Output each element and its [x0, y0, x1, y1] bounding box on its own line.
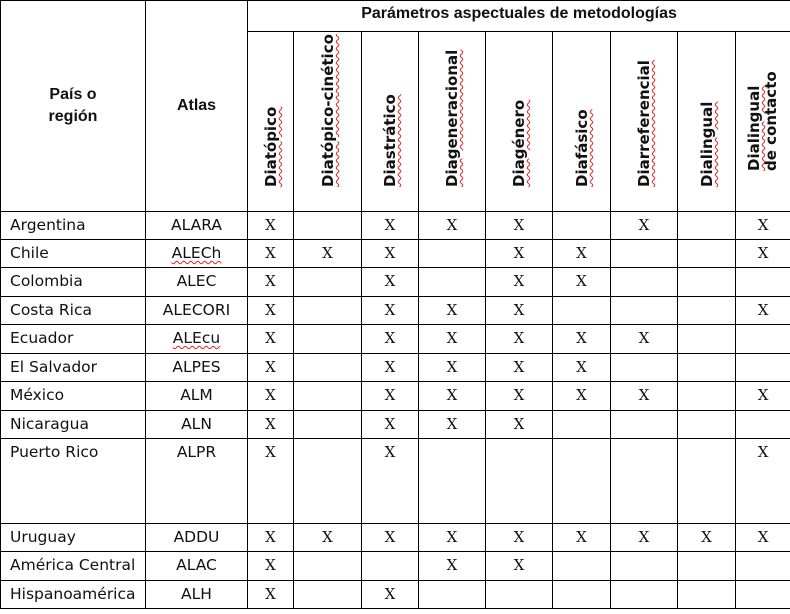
country-cell: El Salvador — [1, 354, 146, 382]
table-row — [1, 325, 790, 354]
parameter-mark-cell — [736, 581, 790, 609]
parameter-label: Dialingual — [697, 101, 716, 187]
atlas-code: ALARA — [171, 216, 222, 234]
atlas-code: ALPES — [172, 358, 221, 376]
country-cell: Nicaragua — [1, 411, 146, 439]
parameter-mark-cell: X — [611, 212, 678, 240]
parameter-mark-cell: X — [611, 325, 678, 354]
parameter-mark-cell — [553, 439, 611, 524]
parameter-mark-cell: X — [362, 382, 419, 411]
atlas-cell — [146, 581, 248, 609]
parameter-mark-cell — [678, 382, 736, 411]
parameter-mark-cell: X — [362, 268, 419, 297]
parameter-mark-cell — [294, 552, 362, 581]
parameter-mark-cell: X — [486, 354, 553, 382]
parameter-mark-cell — [611, 240, 678, 268]
parameter-mark-cell — [736, 325, 790, 354]
parameter-mark-cell — [678, 325, 736, 354]
parameter-mark-cell — [294, 439, 362, 524]
parameter-mark-cell: X — [611, 524, 678, 552]
country-cell: Argentina — [1, 212, 146, 240]
country-cell: Colombia — [1, 268, 146, 297]
parameter-mark-cell: X — [419, 212, 486, 240]
parameter-mark-cell — [678, 212, 736, 240]
parameter-mark-cell: X — [362, 354, 419, 382]
parameter-mark-cell: X — [362, 524, 419, 552]
parameter-label: Diastrático — [381, 94, 399, 187]
parameter-mark-cell: X — [419, 552, 486, 581]
country-cell: Costa Rica — [1, 297, 146, 325]
parameter-label: Diatópico — [261, 106, 280, 187]
parameter-mark-cell: X — [248, 524, 294, 552]
parameter-mark-cell: X — [248, 354, 294, 382]
atlas-code: ALH — [181, 585, 212, 603]
parameter-mark-cell: X — [553, 382, 611, 411]
parameter-mark-cell: X — [486, 240, 553, 268]
parameter-mark-cell: X — [248, 268, 294, 297]
country-cell: México — [1, 382, 146, 411]
country-cell: América Central — [1, 552, 146, 581]
parameter-label: Dialingual — [745, 85, 764, 171]
parameter-mark-cell: X — [294, 240, 362, 268]
parameter-label-line2: de contacto — [762, 71, 781, 171]
parameter-mark-cell: X — [248, 411, 294, 439]
parameter-mark-cell: X — [248, 325, 294, 354]
parameter-mark-cell — [736, 411, 790, 439]
parameter-mark-cell: X — [248, 581, 294, 609]
parameter-mark-cell — [486, 581, 553, 609]
parameters-group-header — [248, 1, 790, 32]
parameter-mark-cell — [611, 354, 678, 382]
parameter-mark-cell: X — [362, 439, 419, 524]
parameter-mark-cell — [294, 581, 362, 609]
parameter-mark-cell: X — [678, 524, 736, 552]
parameter-mark-cell: X — [553, 240, 611, 268]
parameter-header-2 — [362, 32, 419, 212]
parameter-mark-cell — [678, 240, 736, 268]
parameter-mark-cell: X — [486, 268, 553, 297]
parameter-mark-cell: X — [362, 325, 419, 354]
atlas-cell — [146, 382, 248, 411]
parameter-mark-cell: X — [611, 382, 678, 411]
parameter-mark-cell — [294, 354, 362, 382]
parameter-mark-cell — [736, 552, 790, 581]
parameter-mark-cell: X — [486, 325, 553, 354]
parameter-label: Diarreferencial — [635, 60, 653, 187]
parameter-mark-cell: X — [736, 240, 790, 268]
table-row — [1, 297, 790, 325]
atlas-cell — [146, 268, 248, 297]
atlas-cell — [146, 212, 248, 240]
parameter-mark-cell: X — [248, 212, 294, 240]
country-cell: Chile — [1, 240, 146, 268]
table-row — [1, 524, 790, 552]
parameter-mark-cell: X — [736, 297, 790, 325]
country-cell: Puerto Rico — [1, 439, 146, 524]
country-header-label: País o región — [48, 86, 98, 125]
parameter-mark-cell — [294, 411, 362, 439]
parameter-mark-cell — [678, 268, 736, 297]
parameter-mark-cell — [553, 212, 611, 240]
parameter-mark-cell: X — [362, 240, 419, 268]
atlas-column-header — [146, 1, 248, 212]
parameter-label: Diageneracional — [443, 49, 461, 187]
atlas-cell — [146, 325, 248, 354]
parameter-mark-cell — [553, 552, 611, 581]
atlas-code: ALEC — [176, 272, 217, 290]
parameter-mark-cell: X — [248, 240, 294, 268]
parameter-label: Diafásico — [572, 109, 591, 187]
parameter-mark-cell: X — [419, 354, 486, 382]
parameter-mark-cell: X — [248, 439, 294, 524]
parameter-mark-cell: X — [486, 411, 553, 439]
parameter-mark-cell: X — [486, 212, 553, 240]
table-row — [1, 240, 790, 268]
atlas-code: ALM — [180, 386, 213, 404]
parameter-mark-cell — [419, 581, 486, 609]
parameter-mark-cell — [553, 581, 611, 609]
parameter-mark-cell: X — [419, 325, 486, 354]
parameter-mark-cell — [553, 297, 611, 325]
parameter-mark-cell: X — [248, 382, 294, 411]
parameter-mark-cell: X — [419, 297, 486, 325]
parameter-mark-cell: X — [486, 524, 553, 552]
parameter-mark-cell — [611, 439, 678, 524]
table-row — [1, 411, 790, 439]
parameter-mark-cell — [611, 297, 678, 325]
parameter-mark-cell — [294, 268, 362, 297]
parameter-mark-cell — [678, 439, 736, 524]
parameter-mark-cell — [419, 240, 486, 268]
parameter-mark-cell — [678, 581, 736, 609]
atlas-code: ALPR — [176, 443, 217, 461]
parameter-header-1 — [294, 32, 362, 212]
parameter-mark-cell: X — [553, 268, 611, 297]
parameter-label: Diatópico-cinético — [318, 34, 337, 187]
country-cell: Hispanoamérica — [1, 581, 146, 609]
parameter-mark-cell: X — [486, 297, 553, 325]
parameter-mark-cell: X — [553, 354, 611, 382]
parameter-mark-cell: X — [553, 325, 611, 354]
parameter-mark-cell — [553, 411, 611, 439]
table-body — [1, 212, 790, 609]
table-row — [1, 552, 790, 581]
country-cell: Ecuador — [1, 325, 146, 354]
table-row — [1, 382, 790, 411]
parameter-mark-cell — [294, 297, 362, 325]
parameter-header-7 — [678, 32, 736, 212]
parameter-mark-cell — [611, 268, 678, 297]
parameter-mark-cell: X — [553, 524, 611, 552]
atlas-cell — [146, 297, 248, 325]
atlas-code: ALAC — [176, 556, 217, 574]
atlas-cell — [146, 411, 248, 439]
parameter-mark-cell — [419, 439, 486, 524]
parameter-mark-cell: X — [362, 411, 419, 439]
table-row — [1, 581, 790, 609]
parameter-mark-cell — [419, 268, 486, 297]
atlas-code: ALEcu — [172, 329, 221, 347]
country-cell: Uruguay — [1, 524, 146, 552]
parameter-mark-cell — [678, 297, 736, 325]
atlas-code: ALECh — [171, 244, 222, 262]
table-row — [1, 354, 790, 382]
parameter-mark-cell: X — [419, 382, 486, 411]
atlas-code: ADDU — [173, 528, 220, 546]
table-row — [1, 212, 790, 240]
parameter-mark-cell: X — [294, 524, 362, 552]
parameter-mark-cell — [611, 552, 678, 581]
parameter-mark-cell — [611, 411, 678, 439]
atlas-cell — [146, 240, 248, 268]
parameter-mark-cell: X — [736, 439, 790, 524]
atlas-code: ALECORI — [162, 301, 231, 319]
parameter-mark-cell: X — [362, 212, 419, 240]
parameter-mark-cell — [486, 439, 553, 524]
parameter-mark-cell — [736, 268, 790, 297]
atlas-cell — [146, 552, 248, 581]
parameter-mark-cell: X — [419, 524, 486, 552]
parameter-mark-cell: X — [486, 552, 553, 581]
parameters-group-label: Parámetros aspectuales de metodologías — [361, 5, 677, 22]
parameter-mark-cell — [678, 354, 736, 382]
parameter-mark-cell — [678, 552, 736, 581]
parameter-mark-cell: X — [248, 552, 294, 581]
country-column-header — [1, 1, 146, 212]
parameter-mark-cell: X — [736, 382, 790, 411]
parameter-mark-cell — [736, 354, 790, 382]
parameter-mark-cell — [294, 212, 362, 240]
atlas-code: ALN — [181, 415, 212, 433]
parameter-header-5 — [553, 32, 611, 212]
table-row — [1, 268, 790, 297]
atlas-cell — [146, 524, 248, 552]
parameter-label: Diagénero — [510, 99, 528, 187]
table-row — [1, 439, 790, 524]
parameter-mark-cell — [362, 552, 419, 581]
parameter-mark-cell — [294, 325, 362, 354]
atlas-cell — [146, 439, 248, 524]
parameter-mark-cell: X — [362, 581, 419, 609]
parameter-mark-cell: X — [419, 411, 486, 439]
parameter-header-3 — [419, 32, 486, 212]
atlas-cell — [146, 354, 248, 382]
parameter-mark-cell: X — [736, 524, 790, 552]
parameter-header-6 — [611, 32, 678, 212]
parameter-mark-cell: X — [486, 382, 553, 411]
parameter-mark-cell — [294, 382, 362, 411]
parameter-header-0 — [248, 32, 294, 212]
parameter-header-8 — [736, 32, 790, 212]
atlas-header-label: Atlas — [176, 97, 217, 114]
parameter-mark-cell — [678, 411, 736, 439]
parameter-mark-cell — [611, 581, 678, 609]
parameter-mark-cell: X — [736, 212, 790, 240]
parameter-mark-cell: X — [362, 297, 419, 325]
parameter-mark-cell: X — [248, 297, 294, 325]
parameter-header-4 — [486, 32, 553, 212]
